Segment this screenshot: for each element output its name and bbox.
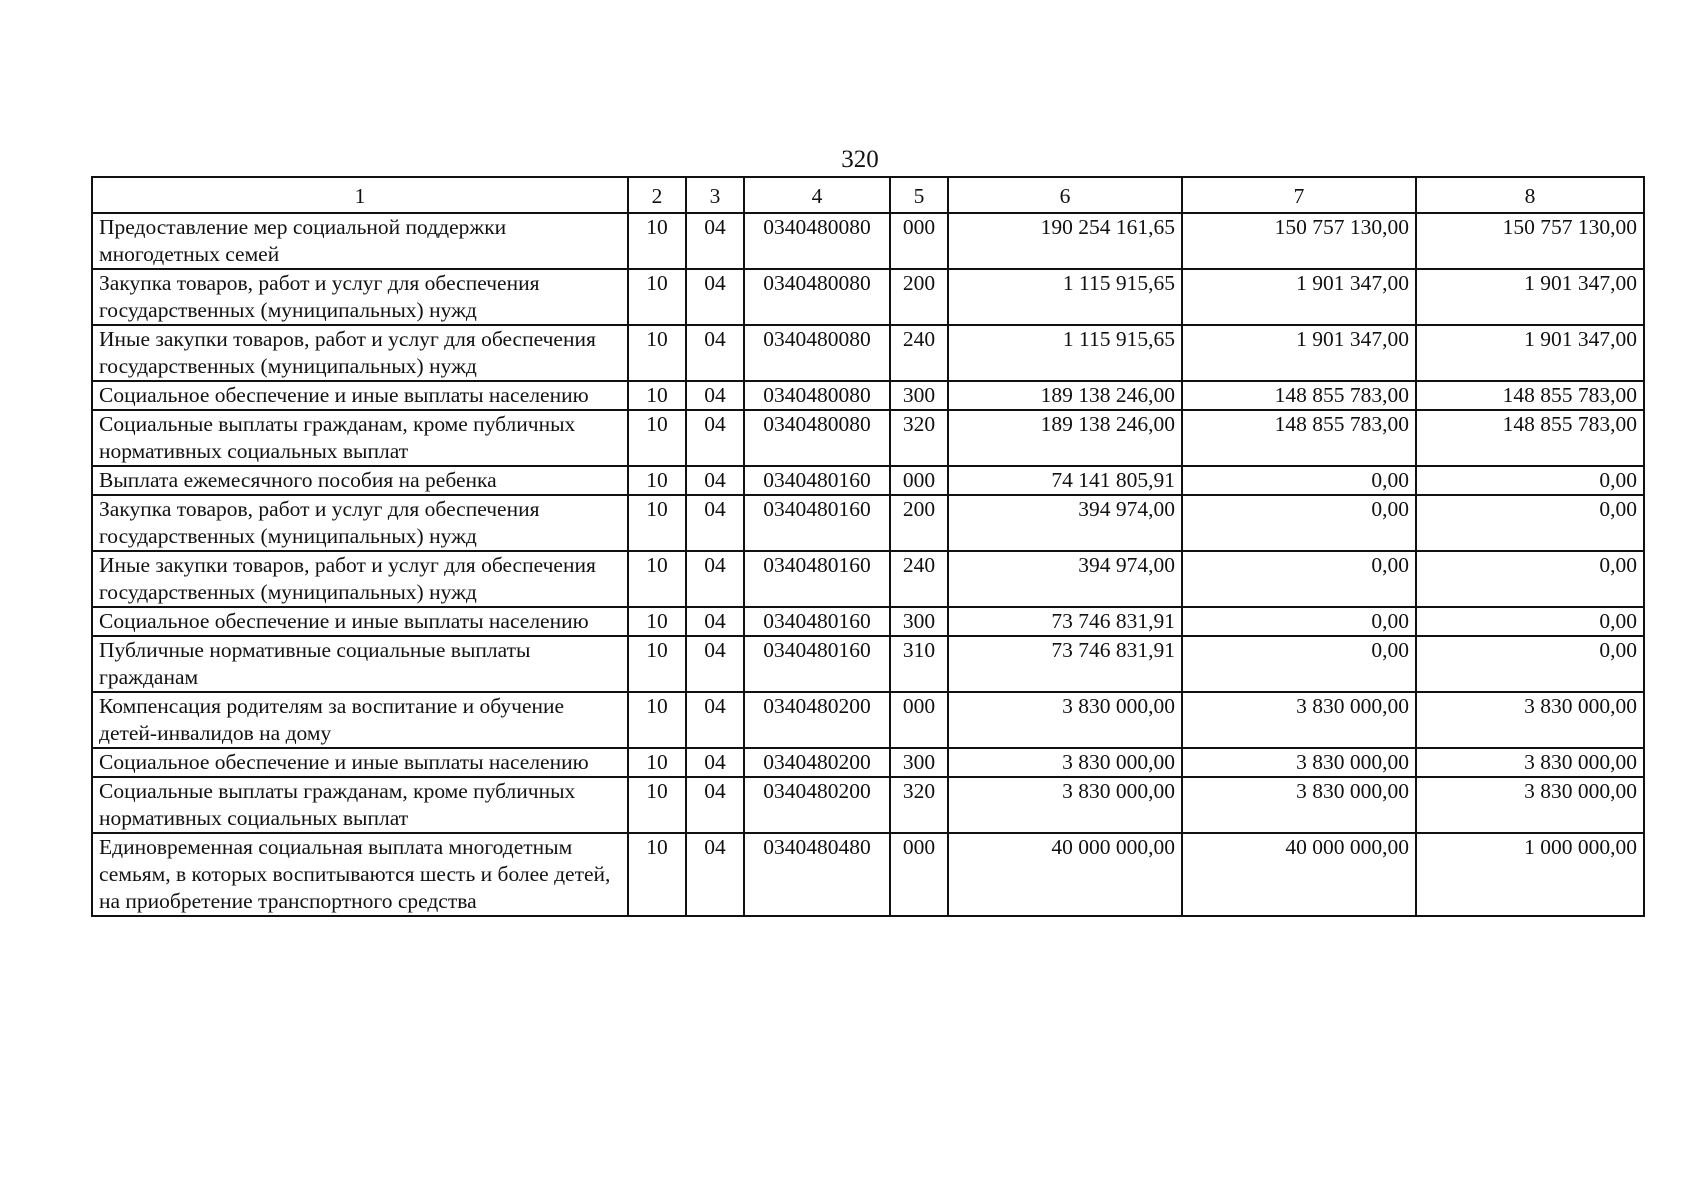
- section-code: 10: [628, 213, 686, 269]
- expense-type-code: 240: [890, 325, 948, 381]
- table-row: [92, 833, 1644, 916]
- target-article-code: 0340480160: [744, 466, 890, 495]
- row-name: Социальное обеспечение и иные выплаты населению: [92, 748, 628, 777]
- target-article-code: 0340480160: [744, 636, 890, 692]
- amount-col6: 3 830 000,00: [948, 748, 1182, 777]
- amount-col6: 3 830 000,00: [948, 692, 1182, 748]
- row-name: Социальное обеспечение и иные выплаты населению: [92, 381, 628, 410]
- row-name: Предоставление мер социальной поддержки многодетных семей: [92, 213, 628, 269]
- expense-type-code: 320: [890, 410, 948, 466]
- amount-col7: 3 830 000,00: [1182, 777, 1416, 833]
- section-code: 10: [628, 269, 686, 325]
- amount-col8: 0,00: [1416, 636, 1644, 692]
- subsection-code: 04: [686, 410, 744, 466]
- section-code: 10: [628, 495, 686, 551]
- amount-col8: 0,00: [1416, 551, 1644, 607]
- table-row: [92, 777, 1644, 833]
- target-article-code: 0340480160: [744, 607, 890, 636]
- amount-col8: 150 757 130,00: [1416, 213, 1644, 269]
- amount-col6: 394 974,00: [948, 495, 1182, 551]
- row-name: Выплата ежемесячного пособия на ребенка: [92, 466, 628, 495]
- row-name: Закупка товаров, работ и услуг для обеспечения государственных (муниципальных) нужд: [92, 269, 628, 325]
- row-name: Публичные нормативные социальные выплаты гражданам: [92, 636, 628, 692]
- row-name: Социальные выплаты гражданам, кроме публичных нормативных социальных выплат: [92, 410, 628, 466]
- row-name: Иные закупки товаров, работ и услуг для обеспечения государственных (муниципальных) нужд: [92, 551, 628, 607]
- row-name: Социальное обеспечение и иные выплаты населению: [92, 607, 628, 636]
- amount-col7: 0,00: [1182, 551, 1416, 607]
- section-code: 10: [628, 410, 686, 466]
- amount-col6: 1 115 915,65: [948, 325, 1182, 381]
- column-header: 3: [686, 177, 744, 213]
- expense-type-code: 000: [890, 213, 948, 269]
- subsection-code: 04: [686, 325, 744, 381]
- table-row: [92, 381, 1644, 410]
- subsection-code: 04: [686, 692, 744, 748]
- target-article-code: 0340480080: [744, 325, 890, 381]
- amount-col7: 0,00: [1182, 466, 1416, 495]
- subsection-code: 04: [686, 381, 744, 410]
- subsection-code: 04: [686, 833, 744, 916]
- expense-type-code: 300: [890, 748, 948, 777]
- table-row: [92, 748, 1644, 777]
- amount-col7: 3 830 000,00: [1182, 748, 1416, 777]
- expense-type-code: 200: [890, 269, 948, 325]
- table-row: [92, 636, 1644, 692]
- amount-col6: 394 974,00: [948, 551, 1182, 607]
- amount-col7: 150 757 130,00: [1182, 213, 1416, 269]
- target-article-code: 0340480080: [744, 381, 890, 410]
- amount-col8: 0,00: [1416, 466, 1644, 495]
- section-code: 10: [628, 692, 686, 748]
- expense-type-code: 200: [890, 495, 948, 551]
- amount-col6: 74 141 805,91: [948, 466, 1182, 495]
- amount-col7: 1 901 347,00: [1182, 325, 1416, 381]
- table-row: [92, 551, 1644, 607]
- target-article-code: 0340480480: [744, 833, 890, 916]
- page-number: 320: [841, 146, 879, 173]
- table-row: [92, 269, 1644, 325]
- amount-col6: 3 830 000,00: [948, 777, 1182, 833]
- amount-col8: 3 830 000,00: [1416, 692, 1644, 748]
- amount-col6: 40 000 000,00: [948, 833, 1182, 916]
- expense-type-code: 310: [890, 636, 948, 692]
- column-header: 8: [1416, 177, 1644, 213]
- amount-col7: 0,00: [1182, 607, 1416, 636]
- expense-type-code: 000: [890, 466, 948, 495]
- subsection-code: 04: [686, 607, 744, 636]
- row-name: Иные закупки товаров, работ и услуг для обеспечения государственных (муниципальных) нужд: [92, 325, 628, 381]
- row-name: Единовременная социальная выплата многодетным семьям, в которых воспитываются шесть и более детей, на приобретение транспортного средства: [92, 833, 628, 916]
- section-code: 10: [628, 325, 686, 381]
- amount-col8: 3 830 000,00: [1416, 748, 1644, 777]
- target-article-code: 0340480160: [744, 551, 890, 607]
- amount-col7: 40 000 000,00: [1182, 833, 1416, 916]
- section-code: 10: [628, 777, 686, 833]
- target-article-code: 0340480200: [744, 748, 890, 777]
- target-article-code: 0340480080: [744, 269, 890, 325]
- row-name: Компенсация родителям за воспитание и обучение детей-инвалидов на дому: [92, 692, 628, 748]
- column-header: 1: [92, 177, 628, 213]
- column-header: 7: [1182, 177, 1416, 213]
- amount-col6: 189 138 246,00: [948, 410, 1182, 466]
- amount-col7: 0,00: [1182, 495, 1416, 551]
- amount-col8: 0,00: [1416, 607, 1644, 636]
- target-article-code: 0340480200: [744, 692, 890, 748]
- subsection-code: 04: [686, 748, 744, 777]
- table-row: [92, 325, 1644, 381]
- budget-table: [91, 176, 1645, 917]
- table-row: [92, 607, 1644, 636]
- target-article-code: 0340480160: [744, 495, 890, 551]
- section-code: 10: [628, 607, 686, 636]
- row-name: Социальные выплаты гражданам, кроме публичных нормативных социальных выплат: [92, 777, 628, 833]
- column-header: 4: [744, 177, 890, 213]
- target-article-code: 0340480080: [744, 410, 890, 466]
- amount-col8: 1 901 347,00: [1416, 325, 1644, 381]
- amount-col8: 148 855 783,00: [1416, 410, 1644, 466]
- target-article-code: 0340480080: [744, 213, 890, 269]
- amount-col6: 1 115 915,65: [948, 269, 1182, 325]
- amount-col8: 1 000 000,00: [1416, 833, 1644, 916]
- row-name: Закупка товаров, работ и услуг для обеспечения государственных (муниципальных) нужд: [92, 495, 628, 551]
- section-code: 10: [628, 636, 686, 692]
- amount-col7: 3 830 000,00: [1182, 692, 1416, 748]
- column-header: 5: [890, 177, 948, 213]
- amount-col6: 190 254 161,65: [948, 213, 1182, 269]
- subsection-code: 04: [686, 269, 744, 325]
- table-row: [92, 213, 1644, 269]
- amount-col7: 148 855 783,00: [1182, 410, 1416, 466]
- expense-type-code: 300: [890, 381, 948, 410]
- target-article-code: 0340480200: [744, 777, 890, 833]
- section-code: 10: [628, 466, 686, 495]
- amount-col8: 3 830 000,00: [1416, 777, 1644, 833]
- expense-type-code: 000: [890, 692, 948, 748]
- amount-col8: 0,00: [1416, 495, 1644, 551]
- subsection-code: 04: [686, 466, 744, 495]
- table-row: [92, 495, 1644, 551]
- expense-type-code: 240: [890, 551, 948, 607]
- expense-type-code: 000: [890, 833, 948, 916]
- expense-type-code: 320: [890, 777, 948, 833]
- column-header: 2: [628, 177, 686, 213]
- amount-col6: 73 746 831,91: [948, 636, 1182, 692]
- table-row: [92, 466, 1644, 495]
- expense-type-code: 300: [890, 607, 948, 636]
- amount-col8: 148 855 783,00: [1416, 381, 1644, 410]
- amount-col8: 1 901 347,00: [1416, 269, 1644, 325]
- subsection-code: 04: [686, 551, 744, 607]
- amount-col7: 0,00: [1182, 636, 1416, 692]
- subsection-code: 04: [686, 777, 744, 833]
- amount-col7: 1 901 347,00: [1182, 269, 1416, 325]
- section-code: 10: [628, 833, 686, 916]
- section-code: 10: [628, 381, 686, 410]
- amount-col6: 189 138 246,00: [948, 381, 1182, 410]
- table-row: [92, 410, 1644, 466]
- table-row: [92, 692, 1644, 748]
- subsection-code: 04: [686, 213, 744, 269]
- subsection-code: 04: [686, 636, 744, 692]
- section-code: 10: [628, 748, 686, 777]
- amount-col7: 148 855 783,00: [1182, 381, 1416, 410]
- amount-col6: 73 746 831,91: [948, 607, 1182, 636]
- header-row: [92, 177, 1644, 213]
- subsection-code: 04: [686, 495, 744, 551]
- section-code: 10: [628, 551, 686, 607]
- column-header: 6: [948, 177, 1182, 213]
